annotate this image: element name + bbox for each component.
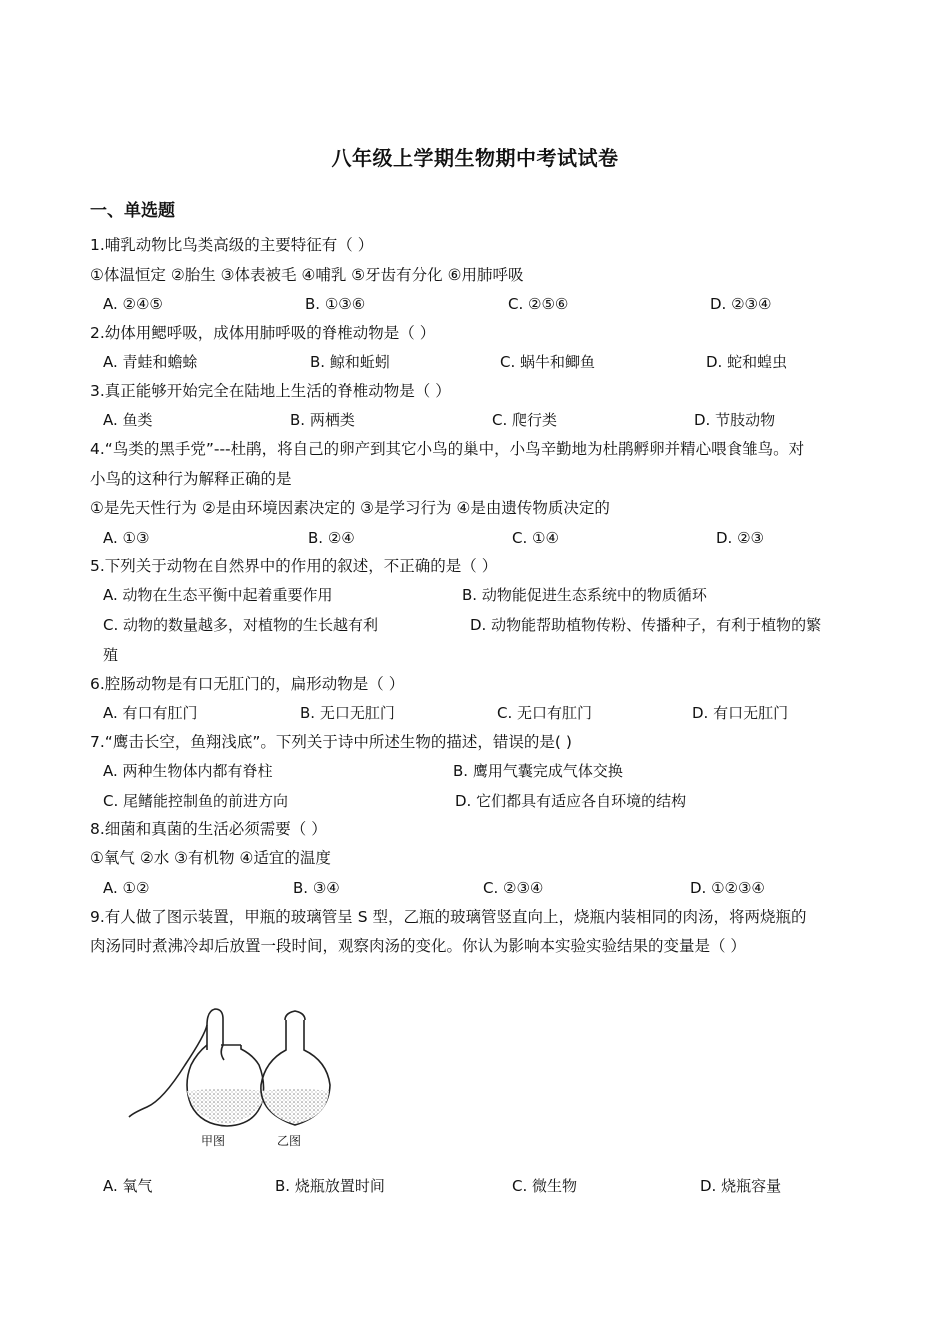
question-1-option-d[interactable]: D. ②③④ xyxy=(710,295,772,313)
section-heading: 一、单选题 xyxy=(90,201,175,221)
question-5-option-d-continued: 殖 xyxy=(103,646,119,664)
question-4-stem: 4.“鸟类的黑手党”---杜鹃，将自己的卵产到其它小鸟的巢中，小鸟辛勤地为杜鹃孵卵并精心喂食雏鸟。对 xyxy=(90,440,805,458)
question-1-option-a[interactable]: A. ②④⑤ xyxy=(103,295,163,313)
question-2-option-b[interactable]: B. 鲸和蚯蚓 xyxy=(310,353,390,371)
question-7-option-c[interactable]: C. 尾鳍能控制鱼的前进方向 xyxy=(103,792,289,810)
question-3-option-d[interactable]: D. 节肢动物 xyxy=(694,411,776,429)
figure-label-jia: 甲图 xyxy=(201,1134,226,1148)
question-4-option-c[interactable]: C. ①④ xyxy=(512,529,559,547)
flasks-illustration xyxy=(125,1005,340,1155)
question-6-option-a[interactable]: A. 有口有肛门 xyxy=(103,704,198,722)
question-7-option-b[interactable]: B. 鹰用气囊完成气体交换 xyxy=(453,762,623,780)
question-2-option-d[interactable]: D. 蛇和蝗虫 xyxy=(706,353,788,371)
question-4-option-a[interactable]: A. ①③ xyxy=(103,529,150,547)
question-5-option-b[interactable]: B. 动物能促进生态系统中的物质循环 xyxy=(462,586,707,604)
question-1-option-b[interactable]: B. ①③⑥ xyxy=(305,295,366,313)
question-1-stem: 1.哺乳动物比鸟类高级的主要特征有（ ） xyxy=(90,236,374,254)
question-7-stem: 7.“鹰击长空，鱼翔浅底”。下列关于诗中所述生物的描述，错误的是( ) xyxy=(90,733,572,751)
broth-yi-icon xyxy=(262,1089,329,1124)
flask-experiment-figure xyxy=(125,1005,340,1155)
question-3-option-c[interactable]: C. 爬行类 xyxy=(492,411,558,429)
figure-label-yi: 乙图 xyxy=(277,1134,302,1148)
question-9-stem: 9.有人做了图示装置，甲瓶的玻璃管呈 S 型，乙瓶的玻璃管竖直向上，烧瓶内装相同的肉汤，将两烧瓶的 xyxy=(90,908,807,926)
page-title: 八年级上学期生物期中考试试卷 xyxy=(331,146,619,170)
question-8-statements: ①氧气 ②水 ③有机物 ④适宜的温度 xyxy=(90,849,331,867)
question-9-option-c[interactable]: C. 微生物 xyxy=(512,1177,578,1195)
question-9-option-b[interactable]: B. 烧瓶放置时间 xyxy=(275,1177,385,1195)
question-5-option-a[interactable]: A. 动物在生态平衡中起着重要作用 xyxy=(103,586,333,604)
question-5-stem: 5.下列关于动物在自然界中的作用的叙述，不正确的是（ ） xyxy=(90,557,498,575)
question-9-option-d[interactable]: D. 烧瓶容量 xyxy=(700,1177,782,1195)
question-8-option-b[interactable]: B. ③④ xyxy=(293,879,340,897)
question-1-option-c[interactable]: C. ②⑤⑥ xyxy=(508,295,569,313)
question-6-option-d[interactable]: D. 有口无肛门 xyxy=(692,704,789,722)
question-9-option-a[interactable]: A. 氧气 xyxy=(103,1177,153,1195)
question-4-option-b[interactable]: B. ②④ xyxy=(308,529,355,547)
question-8-option-d[interactable]: D. ①②③④ xyxy=(690,879,765,897)
question-3-option-b[interactable]: B. 两栖类 xyxy=(290,411,355,429)
question-1-statements: ①体温恒定 ②胎生 ③体表被毛 ④哺乳 ⑤牙齿有分化 ⑥用肺呼吸 xyxy=(90,266,524,284)
question-6-option-c[interactable]: C. 无口有肛门 xyxy=(497,704,593,722)
question-9-stem-continued: 肉汤同时煮沸冷却后放置一段时间，观察肉汤的变化。你认为影响本实验实验结果的变量是（ ） xyxy=(90,937,746,955)
question-3-stem: 3.真正能够开始完全在陆地上生活的脊椎动物是（ ） xyxy=(90,382,451,400)
broth-jia-icon xyxy=(187,1089,265,1124)
question-6-option-b[interactable]: B. 无口无肛门 xyxy=(300,704,395,722)
question-5-option-d[interactable]: D. 动物能帮助植物传粉、传播种子，有利于植物的繁 xyxy=(470,616,822,634)
question-6-stem: 6.腔肠动物是有口无肛门的，扁形动物是（ ） xyxy=(90,675,405,693)
question-7-option-a[interactable]: A. 两种生物体内都有脊柱 xyxy=(103,762,273,780)
question-7-option-d[interactable]: D. 它们都具有适应各自环境的结构 xyxy=(455,792,687,810)
question-2-option-c[interactable]: C. 蜗牛和鲫鱼 xyxy=(500,353,596,371)
question-8-option-a[interactable]: A. ①② xyxy=(103,879,150,897)
question-4-statements: ①是先天性行为 ②是由环境因素决定的 ③是学习行为 ④是由遗传物质决定的 xyxy=(90,499,610,517)
question-2-option-a[interactable]: A. 青蛙和蟾蜍 xyxy=(103,353,198,371)
question-5-option-c[interactable]: C. 动物的数量越多，对植物的生长越有利 xyxy=(103,616,379,634)
question-3-option-a[interactable]: A. 鱼类 xyxy=(103,411,153,429)
question-2-stem: 2.幼体用鳃呼吸，成体用肺呼吸的脊椎动物是（ ） xyxy=(90,324,436,342)
question-4-option-d[interactable]: D. ②③ xyxy=(716,529,764,547)
question-4-stem-continued: 小鸟的这种行为解释正确的是 xyxy=(90,470,292,488)
question-8-option-c[interactable]: C. ②③④ xyxy=(483,879,544,897)
question-8-stem: 8.细菌和真菌的生活必须需要（ ） xyxy=(90,820,327,838)
